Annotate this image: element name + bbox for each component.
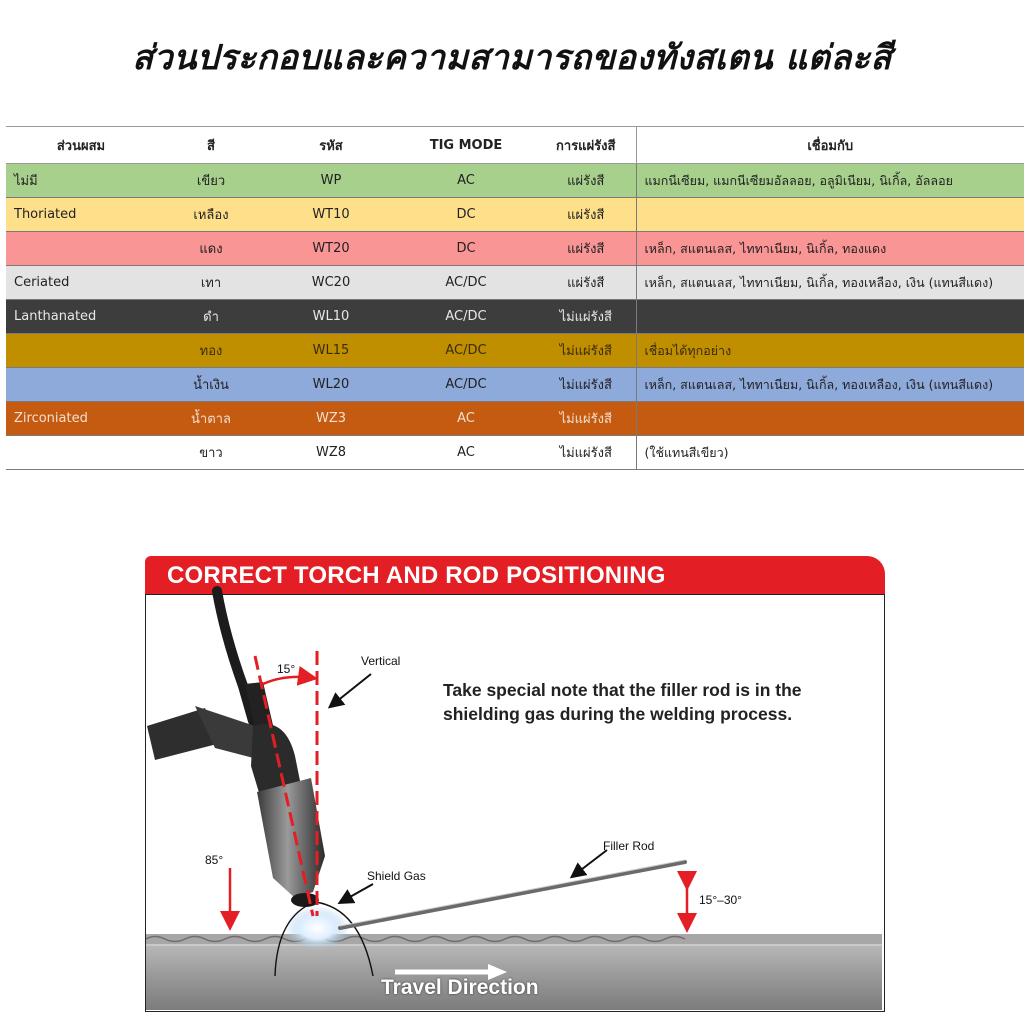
cell-composition: Zirconiated xyxy=(6,402,156,436)
cell-color: น้ำเงิน xyxy=(156,368,266,402)
banner-title: CORRECT TORCH AND ROD POSITIONING xyxy=(167,562,666,589)
header-composition: ส่วนผสม xyxy=(6,127,156,164)
cell-radiation: ไม่แผ่รังสี xyxy=(536,436,636,470)
table-row xyxy=(6,368,1024,402)
cell-code: WT10 xyxy=(266,198,396,232)
cell-composition xyxy=(6,368,156,402)
cell-tig-mode: AC xyxy=(396,402,536,436)
label-vertical: Vertical xyxy=(361,654,401,668)
cell-code: WP xyxy=(266,164,396,198)
label-travel-direction: Travel Direction xyxy=(381,976,539,999)
cell-color: เขียว xyxy=(156,164,266,198)
table-row xyxy=(6,334,1024,368)
header-radiation: การแผ่รังสี xyxy=(536,127,636,164)
cell-composition xyxy=(6,334,156,368)
cell-radiation: แผ่รังสี xyxy=(536,164,636,198)
cell-composition: Ceriated xyxy=(6,266,156,300)
cell-tig-mode: AC/DC xyxy=(396,300,536,334)
cell-code: WZ8 xyxy=(266,436,396,470)
cell-color: ทอง xyxy=(156,334,266,368)
label-angle-15: 15° xyxy=(277,662,296,676)
label-shield-gas: Shield Gas xyxy=(367,869,426,883)
cell-tig-mode: AC xyxy=(396,436,536,470)
table-row xyxy=(6,198,1024,232)
tungsten-spec-table xyxy=(6,126,1024,470)
cell-code: WL15 xyxy=(266,334,396,368)
cell-code: WT20 xyxy=(266,232,396,266)
angle-15-arrow xyxy=(263,677,313,684)
cell-color: เทา xyxy=(156,266,266,300)
cell-color: น้ำตาล xyxy=(156,402,266,436)
table-row xyxy=(6,164,1024,198)
label-angle-85: 85° xyxy=(205,853,224,867)
cell-color: เหลือง xyxy=(156,198,266,232)
cell-radiation: ไม่แผ่รังสี xyxy=(536,368,636,402)
cell-weld-with: เหล็ก, สแตนเลส, ไททาเนียม, นิเกิ้ล, ทองแดง xyxy=(636,232,1024,266)
cell-tig-mode: AC/DC xyxy=(396,266,536,300)
cell-radiation: แผ่รังสี xyxy=(536,266,636,300)
label-filler-rod: Filler Rod xyxy=(603,839,655,853)
shield-gas-leader xyxy=(341,884,373,902)
weld-bead xyxy=(146,934,882,944)
cell-composition: ไม่มี xyxy=(6,164,156,198)
filler-rod-note: Take special note that the filler rod is in the shielding gas during the welding process. xyxy=(443,680,802,724)
header-color: สี xyxy=(156,127,266,164)
table-row xyxy=(6,266,1024,300)
cell-weld-with xyxy=(636,198,1024,232)
cell-tig-mode: DC xyxy=(396,198,536,232)
cell-radiation: ไม่แผ่รังสี xyxy=(536,402,636,436)
table-row xyxy=(6,436,1024,470)
table-row xyxy=(6,402,1024,436)
cell-radiation: แผ่รังสี xyxy=(536,232,636,266)
vertical-leader xyxy=(331,674,371,706)
cell-weld-with: แมกนีเซียม, แมกนีเซียมอัลลอย, อลูมิเนียม, นิเกิ้ล, อัลลอย xyxy=(636,164,1024,198)
cell-code: WC20 xyxy=(266,266,396,300)
torch-cup xyxy=(257,778,325,898)
header-tig-mode: TIG MODE xyxy=(396,127,536,164)
cell-weld-with xyxy=(636,300,1024,334)
page-title: ส่วนประกอบและความสามารถของทังสเตน แต่ละสี xyxy=(132,38,892,78)
label-rod-angle: 15°–30° xyxy=(699,893,742,907)
cell-composition xyxy=(6,232,156,266)
cell-radiation: ไม่แผ่รังสี xyxy=(536,334,636,368)
torch-cable xyxy=(217,591,253,721)
cell-tig-mode: AC xyxy=(396,164,536,198)
cell-color: ขาว xyxy=(156,436,266,470)
cell-radiation: ไม่แผ่รังสี xyxy=(536,300,636,334)
cell-weld-with: เหล็ก, สแตนเลส, ไททาเนียม, นิเกิ้ล, ทองเหลือง, เงิน (แทนสีแดง) xyxy=(636,368,1024,402)
filler-rod-leader xyxy=(573,850,607,876)
welding-illustration xyxy=(145,556,885,1012)
table-row xyxy=(6,232,1024,266)
cell-weld-with xyxy=(636,402,1024,436)
cell-tig-mode: AC/DC xyxy=(396,368,536,402)
cell-tig-mode: DC xyxy=(396,232,536,266)
cell-weld-with: เชื่อมได้ทุกอย่าง xyxy=(636,334,1024,368)
cell-composition: Lanthanated xyxy=(6,300,156,334)
cell-color: แดง xyxy=(156,232,266,266)
cell-weld-with: (ใช้แทนสีเขียว) xyxy=(636,436,1024,470)
cell-code: WZ3 xyxy=(266,402,396,436)
cell-code: WL20 xyxy=(266,368,396,402)
cell-weld-with: เหล็ก, สแตนเลส, ไททาเนียม, นิเกิ้ล, ทองเหลือง, เงิน (แทนสีแดง) xyxy=(636,266,1024,300)
cell-color: ดำ xyxy=(156,300,266,334)
header-code: รหัส xyxy=(266,127,396,164)
cell-radiation: แผ่รังสี xyxy=(536,198,636,232)
table-row xyxy=(6,300,1024,334)
table-header-row xyxy=(6,127,1024,164)
cell-composition: Thoriated xyxy=(6,198,156,232)
cell-composition xyxy=(6,436,156,470)
torch-positioning-diagram xyxy=(145,556,885,1012)
cell-code: WL10 xyxy=(266,300,396,334)
header-weld-with: เชื่อมกับ xyxy=(636,127,1024,164)
cell-tig-mode: AC/DC xyxy=(396,334,536,368)
